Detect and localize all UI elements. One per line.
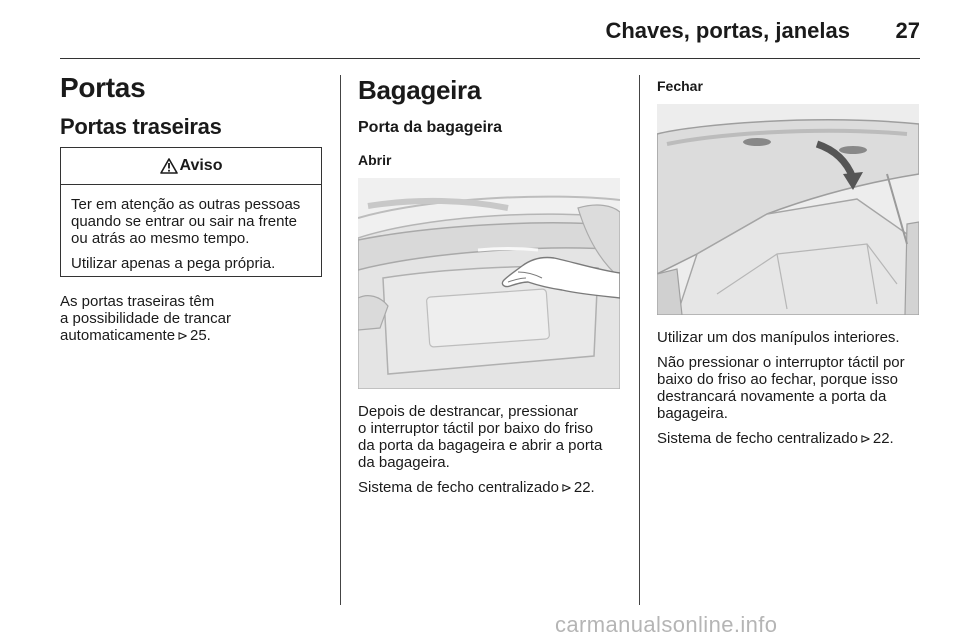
- text-line: destrancará novamente a porta da: [657, 388, 887, 405]
- warning-title: Aviso: [179, 157, 223, 174]
- rear-doors-text: [60, 293, 330, 344]
- header-rule: [60, 58, 920, 59]
- warning-header: [61, 148, 321, 185]
- reference-arrow-icon: ⊳: [560, 480, 572, 495]
- page-reference: 22.: [573, 479, 595, 496]
- warning-paragraph: Ter em atenção as outras pessoas quando se entrar ou sair na frente ou atrás ao mesmo tempo.: [71, 196, 301, 247]
- text-line: [358, 479, 628, 496]
- column-divider-2: [639, 75, 640, 605]
- opening-instructions: [358, 403, 628, 496]
- subsection-abrir: Abrir: [358, 152, 392, 168]
- reference-text: Sistema de fecho centralizado: [657, 430, 858, 447]
- warning-paragraph: Utilizar apenas a pega própria.: [71, 255, 276, 272]
- warning-triangle-icon: [160, 158, 178, 174]
- text-line: Não pressionar o interruptor táctil por: [657, 354, 905, 371]
- subheading-portas-traseiras: Portas traseiras: [60, 114, 222, 139]
- paragraph: Utilizar um dos manípulos interiores.: [657, 329, 900, 346]
- text-line: a possibilidade de trancar: [60, 310, 231, 327]
- text-line: Depois de destrancar, pressionar: [358, 403, 579, 420]
- subsection-fechar: Fechar: [657, 78, 703, 94]
- text-line: [657, 430, 932, 447]
- page-reference: 22.: [872, 430, 894, 447]
- warning-box: [60, 147, 322, 277]
- page-number: 27: [895, 18, 920, 43]
- text-line: [60, 327, 330, 344]
- reference-text: Sistema de fecho centralizado: [358, 479, 559, 496]
- text-line: bagageira.: [657, 405, 728, 422]
- warning-body: [61, 185, 321, 272]
- illustration-closing-tailgate: [657, 104, 919, 315]
- reference-arrow-icon: ⊳: [859, 431, 871, 446]
- text-fragment: automaticamente: [60, 327, 176, 344]
- text-line: da bagageira.: [358, 454, 450, 471]
- text-line: As portas traseiras têm: [60, 293, 215, 310]
- text-line: baixo do friso ao fechar, porque isso: [657, 371, 898, 388]
- section-heading-bagageira: Bagageira: [358, 75, 482, 105]
- subheading-porta-bagageira: Porta da bagageira: [358, 119, 503, 136]
- illustration-opening-tailgate: [358, 178, 620, 389]
- section-heading-portas: Portas: [60, 72, 146, 103]
- running-header-title: Chaves, portas, janelas: [605, 18, 850, 43]
- text-line: o interruptor táctil por baixo do friso: [358, 420, 594, 437]
- reference-arrow-icon: ⊳: [177, 328, 188, 343]
- page-reference: 25.: [189, 327, 211, 344]
- watermark: carmanualsonline.info: [555, 612, 778, 637]
- closing-instructions: [657, 329, 932, 447]
- text-line: da porta da bagageira e abrir a porta: [358, 437, 603, 454]
- column-divider-1: [340, 75, 341, 605]
